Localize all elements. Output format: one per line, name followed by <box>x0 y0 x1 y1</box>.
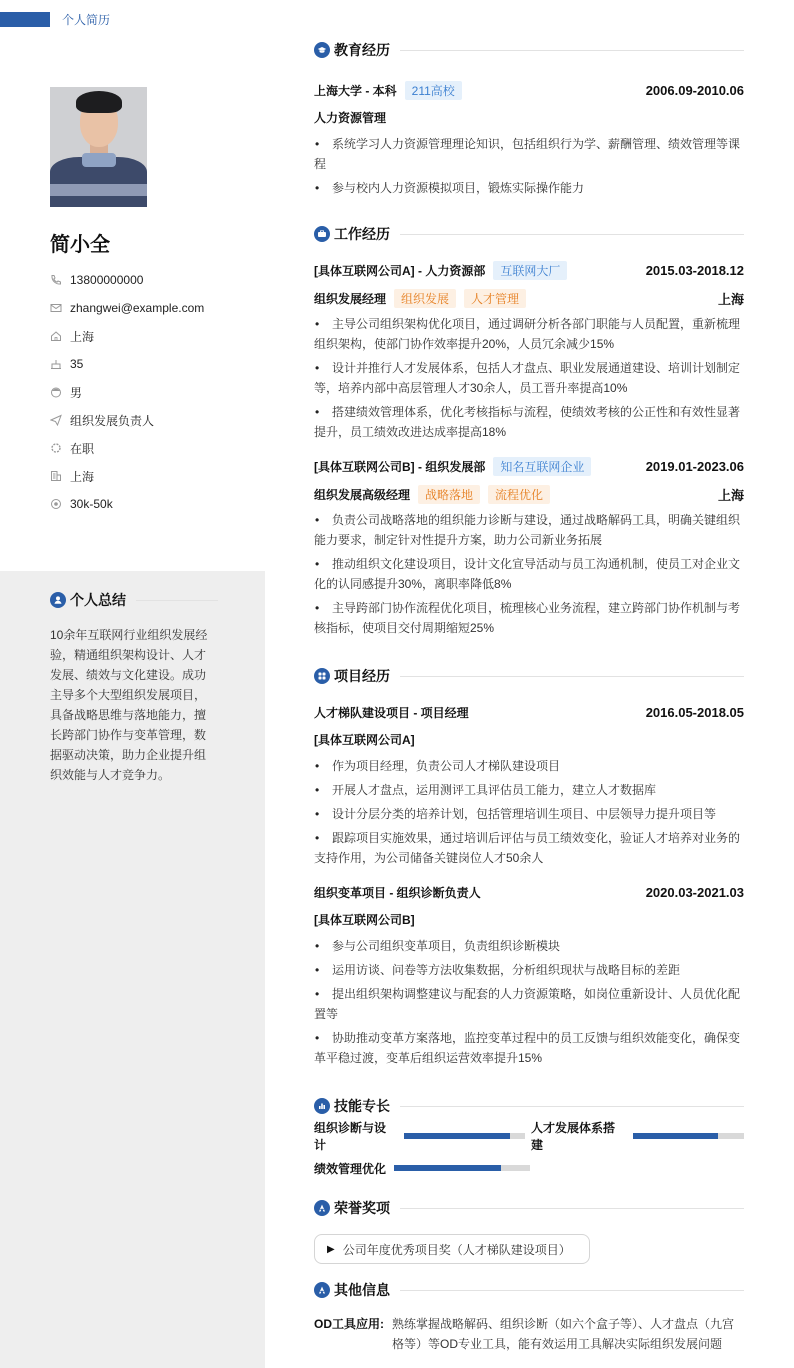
building-icon <box>50 470 62 482</box>
info-residence <box>50 322 204 350</box>
divider <box>136 600 218 601</box>
main-content <box>314 40 744 1354</box>
other-info-value: 熟练掌握战略解码、组织诊断（如六个盒子等）、人才盘点（九宫格等）等OD专业工具，能有效运用工具解决实际组织发展问题 <box>392 1317 735 1351</box>
age-icon <box>50 358 62 370</box>
skill-item <box>314 1119 525 1153</box>
list-item: • 参与校内人力资源模拟项目，锻炼实际操作能力 <box>314 176 744 200</box>
project-name: 人才梯队建设项目 - 项目经理 <box>314 705 469 720</box>
list-item: • 主导公司组织架构优化项目，通过调研分析各部门职能与人员配置，重新梳理组织架构，使部门协作效率提升20%，人员冗余减少15% <box>314 312 744 356</box>
skill-level-fill <box>633 1133 719 1139</box>
skill-level-bar <box>394 1165 530 1171</box>
skill-tag: 战略落地 <box>418 485 480 504</box>
major: 人力资源管理 <box>314 111 387 125</box>
projects-section-header <box>314 666 744 686</box>
education-section <box>314 40 744 200</box>
summary-text: 10余年互联网行业组织发展经验，精通组织架构设计、人才发展、绩效与文化建设。成功主导多个大型组织发展项目，具备战略思维与落地能力，擅长跨部门协作与变革管理，数据驱动决策，助力企业提升组织效能与人才竞争力。 <box>50 628 208 782</box>
skills-section <box>314 1096 744 1184</box>
mail-icon <box>50 302 62 314</box>
skill-tag: 组织发展 <box>394 289 456 308</box>
info-salary <box>50 490 204 518</box>
projects-title: 项目经历 <box>334 668 390 684</box>
work-location: 上海 <box>717 487 744 503</box>
skill-row <box>314 1120 744 1152</box>
graduation-cap-icon <box>314 42 330 58</box>
award-icon <box>314 1200 330 1216</box>
divider <box>400 1106 744 1107</box>
contact-info-list <box>50 266 204 518</box>
company-name: [具体互联网公司B] - 组织发展部 <box>314 459 486 474</box>
caret-right-icon: ▶ <box>327 1243 335 1255</box>
age-value: 35 <box>70 357 84 371</box>
list-item: • 推动组织文化建设项目，设计文化宣导活动与员工沟通机制，使员工对企业文化的认同感提升30%，离职率降低8% <box>314 552 744 596</box>
project-entry <box>314 698 744 870</box>
email-value: zhangwei@example.com <box>70 301 205 315</box>
divider <box>400 1208 744 1209</box>
work-period: 2019.01-2023.06 <box>645 458 744 474</box>
work-section-header <box>314 224 744 244</box>
list-item: • 主导跨部门协作流程优化项目，梳理核心业务流程，建立跨部门协作机制与考核指标，使项目交付周期缩短25% <box>314 596 744 640</box>
education-entry-header <box>314 76 744 104</box>
work-bullets <box>314 312 744 444</box>
skill-level-fill <box>394 1165 501 1171</box>
other-section-header <box>314 1280 744 1300</box>
project-entry-header <box>314 878 744 906</box>
work-section <box>314 224 744 640</box>
skill-tag: 流程优化 <box>488 485 550 504</box>
divider <box>400 50 744 51</box>
skill-name: 组织诊断与设计 <box>314 1121 387 1152</box>
work-bullets <box>314 508 744 640</box>
info-status <box>50 434 204 462</box>
summary-title: 个人总结 <box>70 592 126 608</box>
project-company: [具体互联网公司A] <box>314 733 415 747</box>
work-title: 工作经历 <box>334 226 390 242</box>
projects-section <box>314 666 744 1070</box>
position-value: 组织发展负责人 <box>70 413 155 428</box>
work-role-row <box>314 480 744 508</box>
salary-value: 30k-50k <box>70 497 113 511</box>
project-period: 2020.03-2021.03 <box>645 884 744 900</box>
info-work-city <box>50 462 204 490</box>
work-entry <box>314 452 744 640</box>
skill-name: 人才发展体系搭建 <box>531 1121 616 1152</box>
user-icon <box>50 592 66 608</box>
residence-value: 上海 <box>70 329 95 344</box>
divider <box>400 234 744 235</box>
list-item: • 参与公司组织变革项目，负责组织诊断模块 <box>314 934 744 958</box>
skill-item <box>314 1160 530 1177</box>
bar-chart-icon <box>314 1098 330 1114</box>
education-bullets <box>314 132 744 200</box>
gender-value: 男 <box>70 385 83 400</box>
project-company: [具体互联网公司B] <box>314 913 415 927</box>
info-email <box>50 294 204 322</box>
list-item: • 设计分层分类的培养计划，包括管理培训生项目、中层领导力提升项目等 <box>314 802 744 826</box>
status-value: 在职 <box>70 441 95 456</box>
list-item: • 提出组织架构调整建议与配套的人力资源策略，如岗位重新设计、人员优化配置等 <box>314 982 744 1026</box>
info-phone <box>50 266 204 294</box>
work-location: 上海 <box>717 291 744 307</box>
award-label: 公司年度优秀项目奖（人才梯队建设项目） <box>342 1242 571 1257</box>
gender-icon <box>50 386 62 398</box>
summary-section-header <box>50 590 218 610</box>
divider <box>400 1290 744 1291</box>
company-tag: 知名互联网企业 <box>493 457 591 476</box>
awards-section-header <box>314 1198 744 1218</box>
award-item[interactable] <box>314 1234 590 1264</box>
list-item: • 开展人才盘点，运用测评工具评估员工能力，建立人才数据库 <box>314 778 744 802</box>
list-item: • 跟踪项目实施效果，通过培训后评估与员工绩效变化，验证人才培养对业务的支持作用，为公司储备关键岗位人才50余人 <box>314 826 744 870</box>
phone-icon <box>50 274 62 286</box>
skill-name: 绩效管理优化 <box>314 1161 387 1176</box>
work-role-row <box>314 284 744 312</box>
role-title: 组织发展经理 <box>314 291 387 306</box>
salary-icon <box>50 498 62 510</box>
education-title: 教育经历 <box>334 42 390 58</box>
project-period: 2016.05-2018.05 <box>645 704 744 720</box>
info-age <box>50 350 204 378</box>
list-item: • 协助推动变革方案落地，监控变革过程中的员工反馈与组织效能变化，确保变革平稳过渡，变革后组织运营效率提升15% <box>314 1026 744 1070</box>
header-accent-bar <box>0 12 50 27</box>
page-title: 个人简历 <box>62 13 111 27</box>
project-name: 组织变革项目 - 组织诊断负责人 <box>314 885 481 900</box>
info-gender <box>50 378 204 406</box>
skill-level-fill <box>404 1133 510 1139</box>
send-icon <box>50 414 62 426</box>
school-name: 上海大学 - 本科 <box>314 83 397 98</box>
work-city-value: 上海 <box>70 469 95 484</box>
project-entry <box>314 878 744 1070</box>
education-section-header <box>314 40 744 60</box>
list-item: • 设计并推行人才发展体系，包括人才盘点、职业发展通道建设、培训计划制定等，培养内部中高层管理人才30余人，员工晋升率提高10% <box>314 356 744 400</box>
project-entry-header <box>314 698 744 726</box>
phone-value: 13800000000 <box>70 273 144 287</box>
avatar <box>50 87 147 207</box>
home-icon <box>50 330 62 342</box>
skill-tag: 人才管理 <box>464 289 526 308</box>
briefcase-icon <box>314 226 330 242</box>
list-item: • 作为项目经理，负责公司人才梯队建设项目 <box>314 754 744 778</box>
list-item: • 系统学习人力资源管理理论知识，包括组织行为学、薪酬管理、绩效管理等课程 <box>314 132 744 176</box>
work-entry-header <box>314 256 744 284</box>
work-entry <box>314 256 744 444</box>
awards-section <box>314 1198 744 1264</box>
work-period: 2015.03-2018.12 <box>645 262 744 278</box>
skills-title: 技能专长 <box>334 1098 390 1114</box>
awards-title: 荣誉奖项 <box>334 1200 390 1216</box>
school-tag: 211高校 <box>405 81 462 100</box>
grid-icon <box>314 668 330 684</box>
other-section <box>314 1280 744 1354</box>
list-item: • 运用访谈、问卷等方法收集数据，分析组织现状与战略目标的差距 <box>314 958 744 982</box>
candidate-name: 简小全 <box>50 234 110 256</box>
other-info-row <box>314 1314 744 1354</box>
divider <box>400 676 744 677</box>
skill-item <box>531 1119 744 1153</box>
info-icon <box>314 1282 330 1298</box>
skill-level-bar <box>404 1133 525 1139</box>
list-item: • 搭建绩效管理体系，优化考核指标与流程，使绩效考核的公正性和有效性显著提升，员工绩效改进达成率提高18% <box>314 400 744 444</box>
project-bullets <box>314 934 744 1070</box>
skills-section-header <box>314 1096 744 1116</box>
company-name: [具体互联网公司A] - 人力资源部 <box>314 263 486 278</box>
list-item: • 负责公司战略落地的组织能力诊断与建设，通过战略解码工具，明确关键组织能力要求，制定针对性提升方案，助力公司新业务拓展 <box>314 508 744 552</box>
company-tag: 互联网大厂 <box>493 261 567 280</box>
skill-level-bar <box>633 1133 744 1139</box>
education-period: 2006.09-2010.06 <box>645 82 744 98</box>
other-title: 其他信息 <box>334 1282 390 1298</box>
project-bullets <box>314 754 744 870</box>
role-title: 组织发展高级经理 <box>314 487 411 502</box>
skill-row <box>314 1152 744 1184</box>
info-position <box>50 406 204 434</box>
work-entry-header <box>314 452 744 480</box>
other-info-key: OD工具应用: <box>314 1317 384 1331</box>
status-icon <box>50 442 62 454</box>
